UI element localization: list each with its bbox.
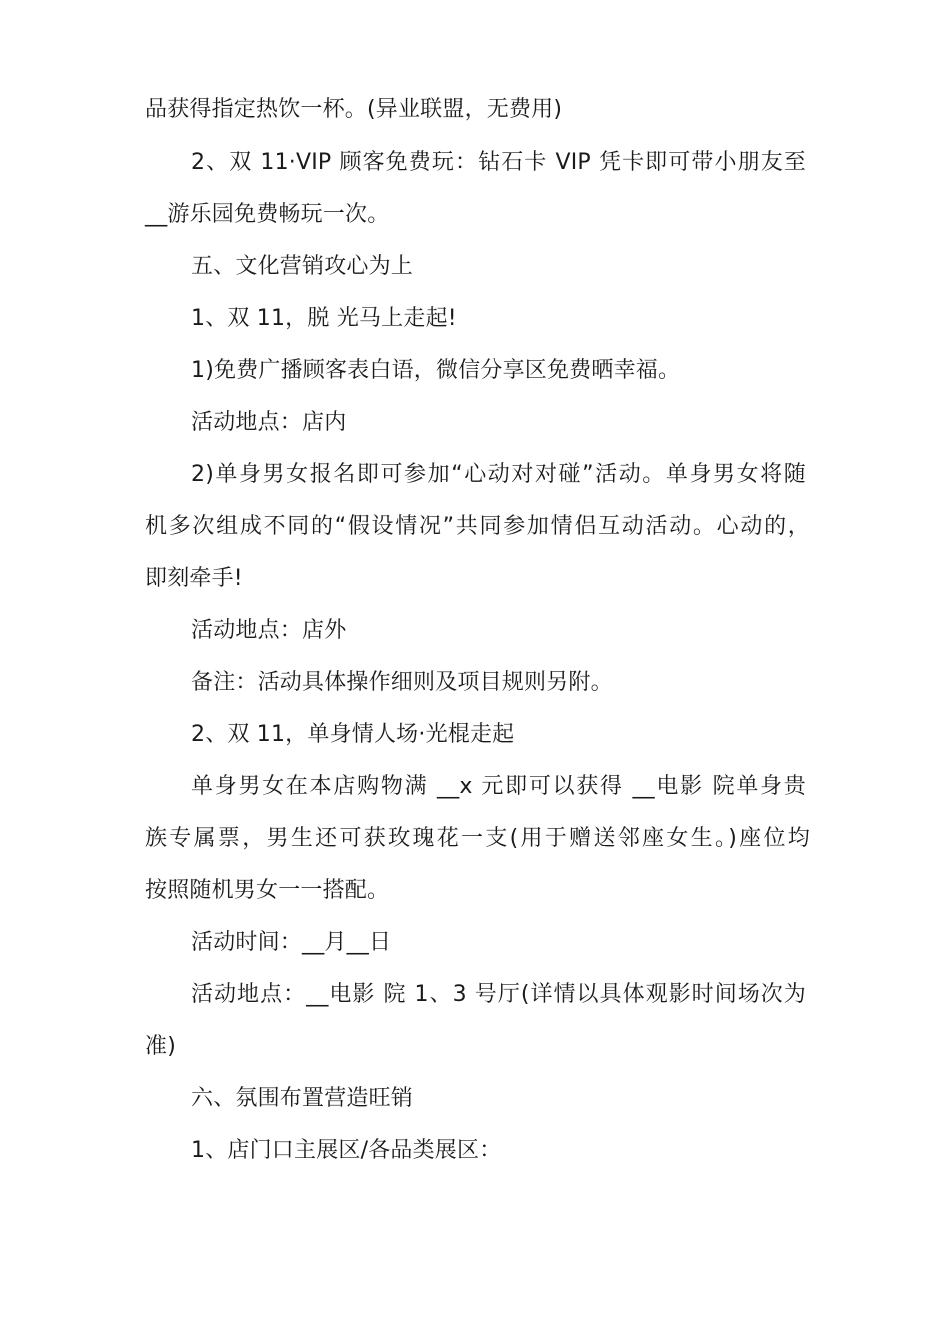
text-line: 单身男女在本店购物满 __x 元即可以获得 __电影 院单身贵 (191, 774, 806, 799)
section-heading: 五、文化营销攻心为上 (191, 254, 414, 279)
text-line: 按照随机男女一一搭配。 (145, 878, 390, 903)
text-line: 备注：活动具体操作细则及项目规则另附。 (191, 670, 613, 695)
text-line: 活动地点：店外 (191, 618, 347, 643)
text-line: 准) (145, 1034, 176, 1059)
text-line: 2、双 11·VIP 顾客免费玩：钻石卡 VIP 凭卡即可带小朋友至 (191, 150, 806, 175)
subsection-heading: 1、店门口主展区/各品类展区： (191, 1138, 502, 1163)
text-line: 族专属票，男生还可获玫瑰花一支(用于赠送邻座女生。)座位均 (145, 826, 810, 851)
text-line: __游乐园免费畅玩一次。 (145, 202, 390, 227)
text-line: 品获得指定热饮一杯。(异业联盟，无费用) (145, 97, 563, 122)
section-heading: 六、氛围布置营造旺销 (191, 1086, 414, 1111)
text-line: 活动地点：__电影 院 1、3 号厅(详情以具体观影时间场次为 (191, 982, 806, 1007)
text-line: 2)单身男女报名即可参加“心动对对碰”活动。单身男女将随 (191, 462, 806, 487)
text-line: 即刻牵手! (145, 566, 243, 591)
text-line: 1)免费广播顾客表白语，微信分享区免费晒幸福。 (191, 358, 681, 383)
subsection-heading: 1、双 11，脱 光马上走起! (191, 306, 457, 331)
text-line: 活动地点：店内 (191, 410, 347, 435)
text-line: 机多次组成不同的“假设情况”共同参加情侣互动活动。心动的， (145, 514, 810, 539)
text-line: 活动时间：__月__日 (191, 930, 392, 955)
subsection-heading: 2、双 11，单身情人场·光棍走起 (191, 722, 515, 747)
